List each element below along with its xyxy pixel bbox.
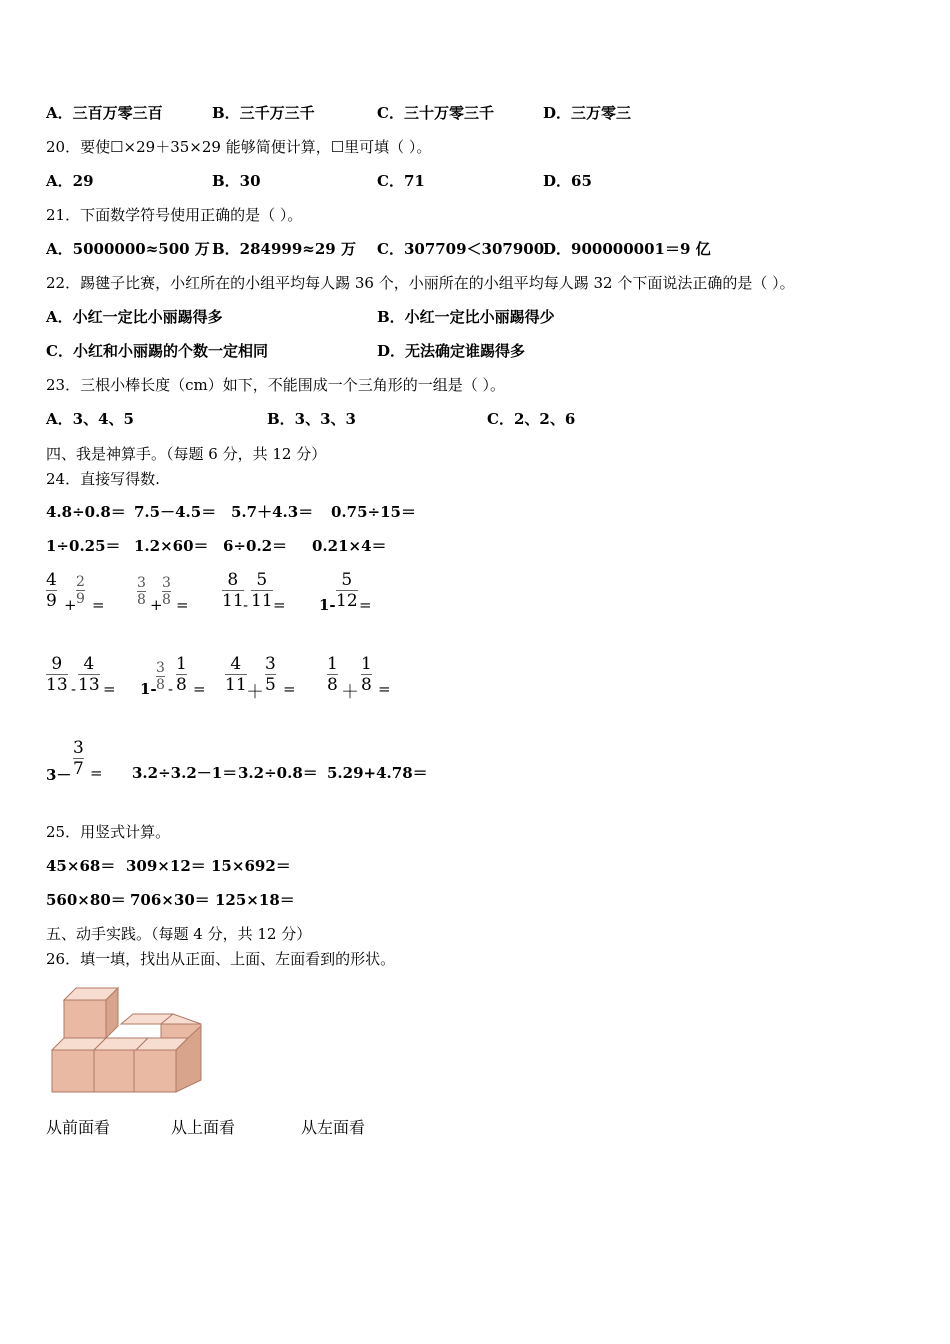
q25-expr: 125×18＝ (215, 891, 295, 909)
fraction: $\frac{3}{8}$ (162, 575, 171, 608)
fraction: $\frac{3}{8}$ (137, 575, 146, 608)
fraction: $\frac{4}{11}$ (225, 654, 247, 695)
q20-option-c: C．71 (377, 172, 425, 190)
fraction: $\frac{2}{9}$ (76, 574, 85, 607)
q24-expr: 1÷0.25＝ (46, 537, 121, 555)
fraction: $\frac{4}{9}$ (46, 570, 57, 611)
q20-stem: 20．要使☐×29＋35×29 能够简便计算，☐里可填（ ）。 (46, 138, 432, 156)
q24-expr: 0.21×4＝ (312, 537, 387, 555)
q25-expr: 15×692＝ (211, 857, 291, 875)
q25-expr: 560×80＝ (46, 891, 126, 909)
q24-expr: 3.2÷3.2－1＝ (132, 764, 238, 782)
q19-option-c: C．三十万零三千 (377, 104, 494, 122)
fraction: $\frac{4}{13}$ (78, 654, 100, 695)
q24-expr: 1.2×60＝ (134, 537, 209, 555)
q21-option-a: A．5000000≈500 万 (46, 240, 210, 258)
section4-title: 四、我是神算手。（每题 6 分，共 12 分） (46, 445, 327, 463)
fraction: $\frac{8}{11}$ (222, 570, 244, 611)
q20-option-d: D．65 (543, 172, 592, 190)
q22-stem: 22．踢毽子比赛，小红所在的小组平均每人踢 36 个，小丽所在的小组平均每人踢 32 个下面说法正确的是（ ）。 (46, 274, 795, 292)
q23-stem: 23．三根小棒长度（cm）如下，不能围成一个三角形的一组是（ ）。 (46, 376, 505, 394)
q24-expr: 3.2÷0.8＝ (238, 764, 318, 782)
q19-option-b: B．三千万三千 (212, 104, 315, 122)
q21-option-d: D．900000001＝9 亿 (543, 240, 711, 258)
q26-stem: 26．填一填，找出从正面、上面、左面看到的形状。 (46, 950, 396, 968)
fraction: $\frac{3}{7}$ (73, 738, 84, 779)
q25-expr: 706×30＝ (130, 891, 210, 909)
q23-option-b: B．3、3、3 (267, 410, 356, 428)
view-label-left: 从左面看 (301, 1118, 366, 1137)
q25-stem: 25．用竖式计算。 (46, 823, 171, 841)
q22-option-c: C．小红和小丽踢的个数一定相同 (46, 342, 268, 360)
q24-expr: 0.75÷15＝ (331, 503, 416, 521)
fraction: $\frac{9}{13}$ (46, 654, 68, 695)
q24-expr: 4.8÷0.8＝ (46, 503, 126, 521)
q20-option-b: B．30 (212, 172, 261, 190)
q24-expr: 5.7＋4.3＝ (231, 503, 314, 521)
q23-option-c: C．2、2、6 (487, 410, 576, 428)
cube-stack-figure (48, 983, 208, 1095)
q22-option-a: A．小红一定比小丽踢得多 (46, 308, 223, 326)
fraction: $\frac{1}{8}$ (361, 654, 372, 695)
fraction: $\frac{5}{11}$ (251, 570, 273, 611)
q24-expr: 6÷0.2＝ (223, 537, 288, 555)
q22-option-d: D．无法确定谁踢得多 (377, 342, 526, 360)
q24-expr: 7.5－4.5＝ (134, 503, 217, 521)
q20-option-a: A．29 (46, 172, 94, 190)
q24-expr: 5.29+4.78＝ (327, 764, 428, 782)
fraction: $\frac{3}{8}$ (156, 660, 165, 693)
q22-option-b: B．小红一定比小丽踢得少 (377, 308, 555, 326)
fraction: $\frac{1}{8}$ (176, 654, 187, 695)
q21-option-b: B．284999≈29 万 (212, 240, 356, 258)
fraction: $\frac{3}{5}$ (265, 654, 276, 695)
q25-expr: 45×68＝ (46, 857, 116, 875)
view-label-front: 从前面看 (46, 1118, 111, 1137)
view-label-top: 从上面看 (171, 1118, 236, 1137)
q19-option-d: D．三万零三 (543, 104, 632, 122)
q24-stem: 24．直接写得数. (46, 470, 160, 488)
q19-option-a: A．三百万零三百 (46, 104, 163, 122)
q25-expr: 309×12＝ (126, 857, 206, 875)
section5-title: 五、动手实践。（每题 4 分，共 12 分） (46, 925, 312, 943)
fraction: $\frac{5}{12}$ (336, 570, 358, 611)
q21-stem: 21．下面数学符号使用正确的是（ ）。 (46, 206, 303, 224)
q23-option-a: A．3、4、5 (46, 410, 134, 428)
fraction: $\frac{1}{8}$ (327, 654, 338, 695)
q21-option-c: C．307709＜307900 (377, 240, 545, 258)
